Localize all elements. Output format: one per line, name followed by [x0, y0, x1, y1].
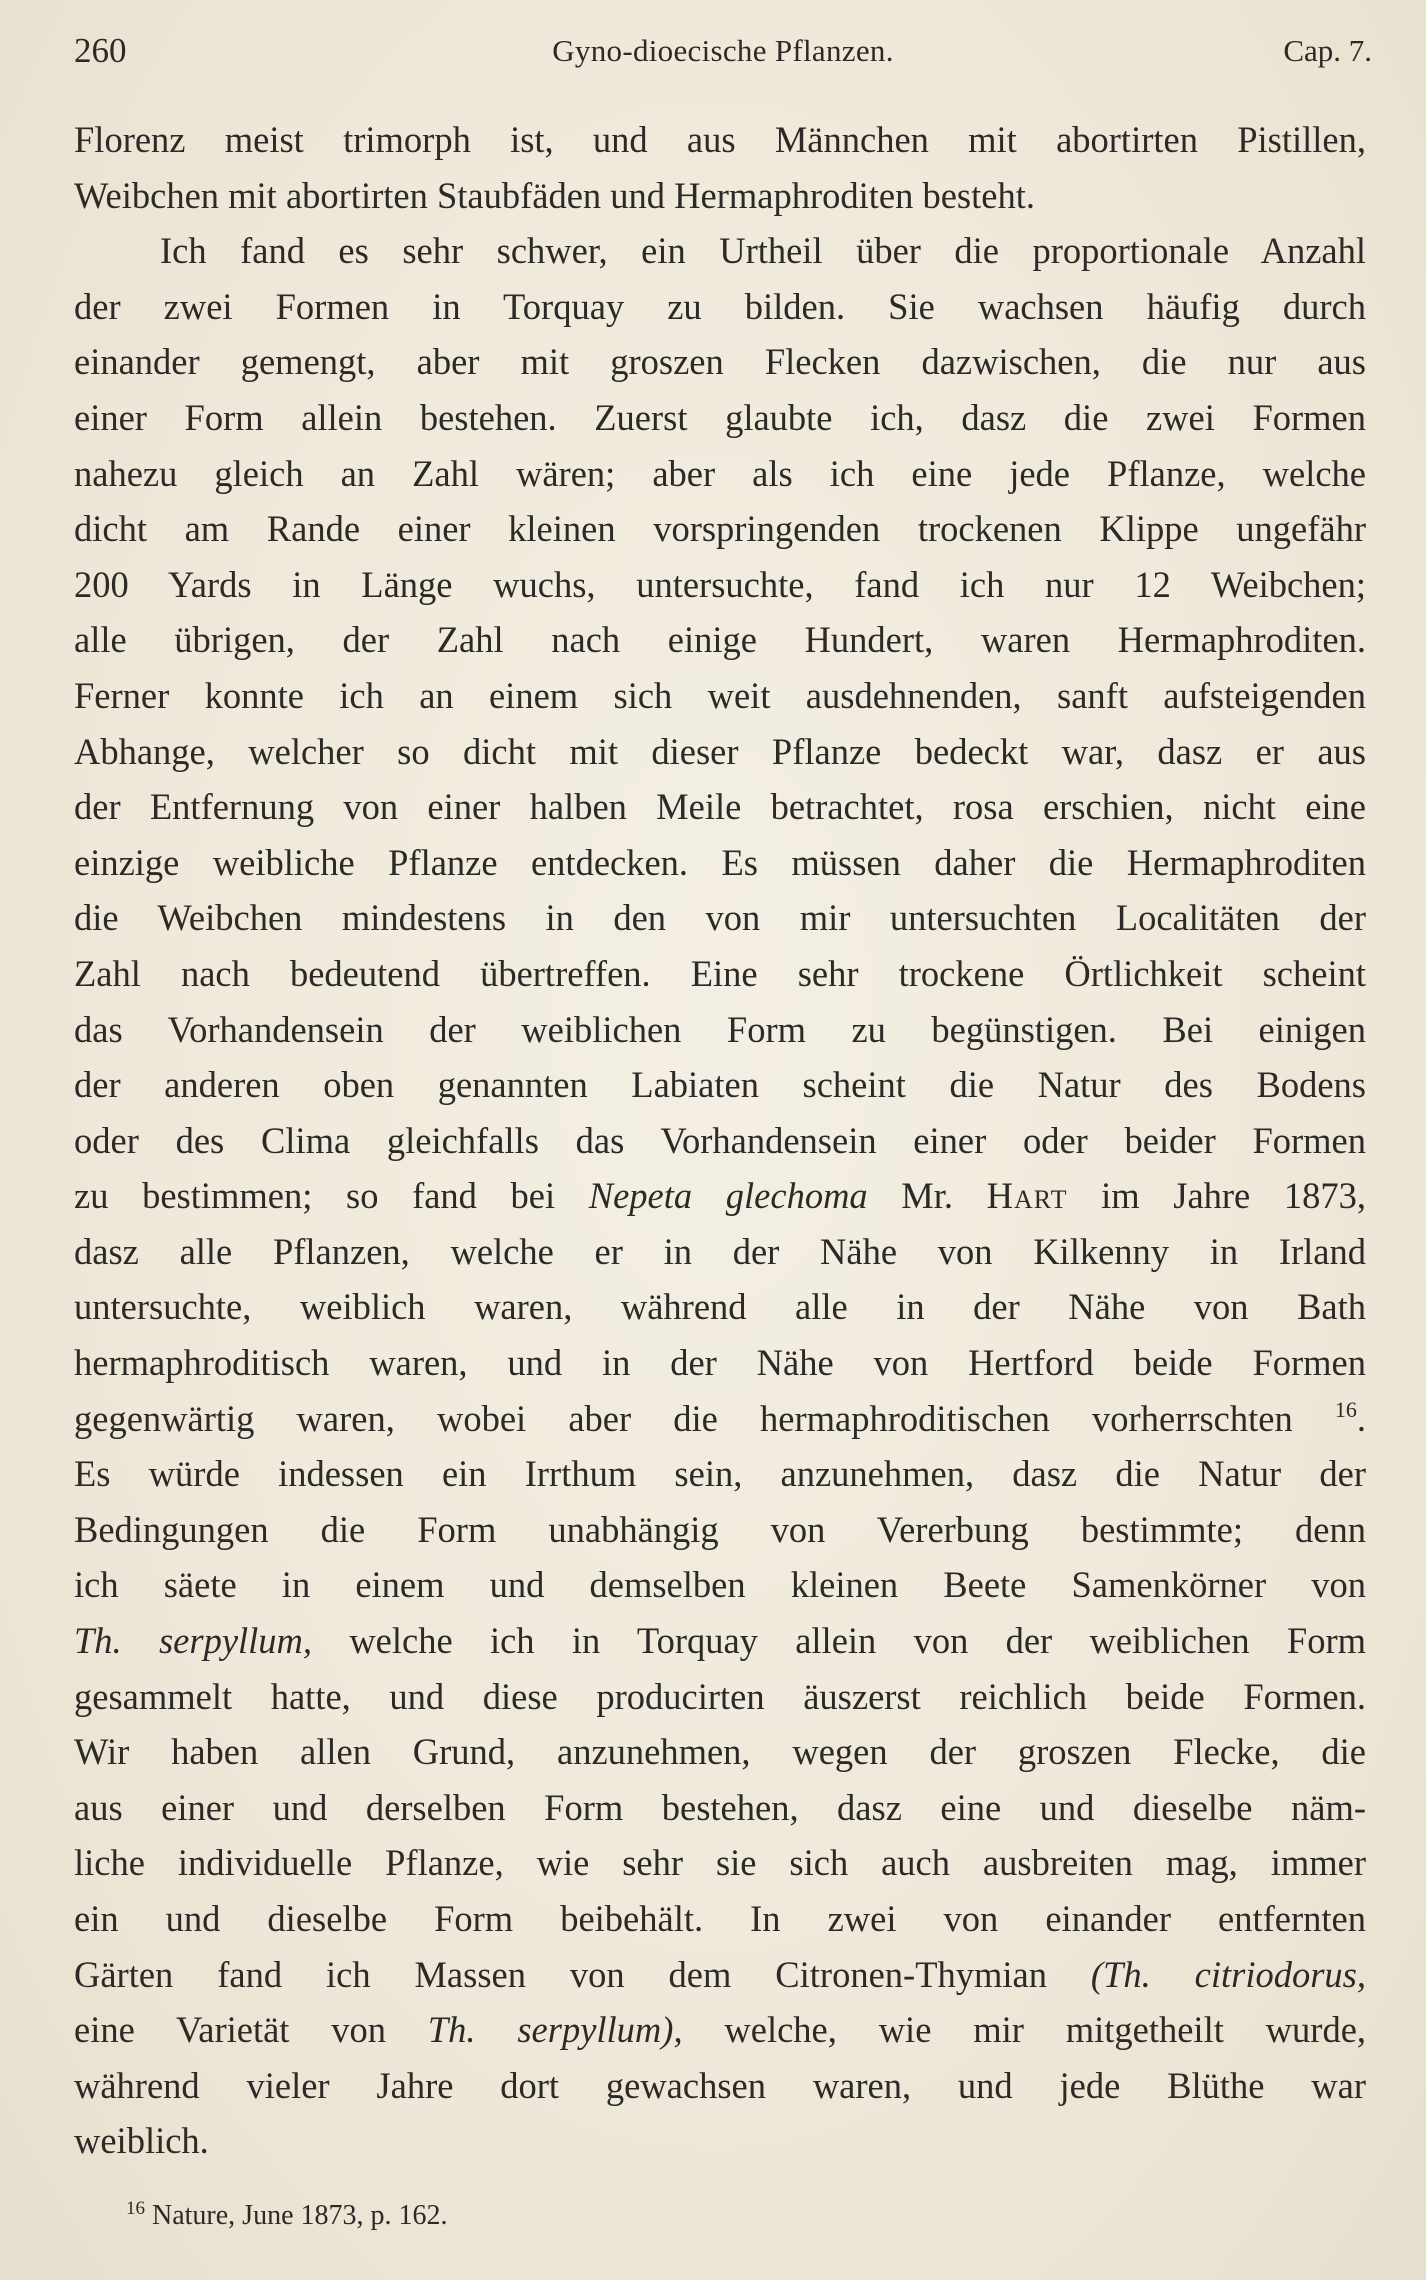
text-line: Florenz meist trimorph ist, und aus Männchen mit abortirten Pistillen,	[74, 119, 1366, 160]
text-line: Ich fand es sehr schwer, ein Urtheil über die proportionale Anzahl	[160, 230, 1366, 272]
text-line: die Weibchen mindestens in den von mir untersuchten Localitäten der	[74, 897, 1366, 939]
text-line: das Vorhandensein der weiblichen Form zu begünstigen. Bei einigen	[74, 1008, 1366, 1050]
text-line: einer Form allein bestehen. Zuerst glaubte ich, dasz die zwei Formen	[74, 396, 1366, 438]
text-line: während vieler Jahre dort gewachsen waren, und jede Blüthe war	[74, 2064, 1366, 2106]
text-line: dasz alle Pflanzen, welche er in der Nähe von Kilkenny in Irland	[74, 1230, 1366, 1272]
text-line: dicht am Rande einer kleinen vorspringenden trockenen Klippe ungefähr	[74, 508, 1366, 550]
text-line: einzige weibliche Pflanze entdecken. Es müssen daher die Hermaphroditen	[74, 841, 1366, 883]
footnote-reference[interactable]: 16	[1334, 1396, 1357, 1422]
text-line: Ferner konnte ich an einem sich weit ausdehnenden, sanft aufsteigenden	[74, 674, 1366, 716]
text-line: 200 Yards in Länge wuchs, untersuchte, fand ich nur 12 Weibchen;	[74, 563, 1366, 605]
text-line: eine Varietät von Th. serpyllum), welche, wie mir mitgetheilt wurde,	[74, 2009, 1367, 2051]
species-name: Th. serpyllum,	[74, 1620, 313, 1662]
species-name: Nepeta glechoma	[588, 1175, 868, 1217]
footnote-text: Nature, June 1873, p. 162.	[145, 2200, 448, 2231]
text-line: Gärten fand ich Massen von dem Citronen-Thymian (Th. citriodorus,	[74, 1953, 1366, 1995]
footnote	[126, 2196, 448, 2236]
text-line: der Entfernung von einer halben Meile betrachtet, rosa erschien, nicht eine	[74, 786, 1366, 828]
text-line: liche individuelle Pflanze, wie sehr sie sich auch ausbreiten mag, immer	[74, 1842, 1366, 1884]
text-line: Th. serpyllum, welche ich in Torquay allein von der weiblichen Form	[74, 1620, 1366, 1662]
species-name: (Th. citriodorus,	[1090, 1953, 1366, 1995]
text-line: aus einer und derselben Form bestehen, dasz eine und dieselbe näm-	[74, 1786, 1366, 1828]
page-number: 260	[74, 31, 127, 70]
main-paragraphs	[74, 112, 1366, 2169]
text-line: nahezu gleich an Zahl wären; aber als ich eine jede Pflanze, welche	[74, 452, 1366, 494]
text-line: oder des Clima gleichfalls das Vorhandensein einer oder beider Formen	[74, 1119, 1366, 1161]
text-line: ein und dieselbe Form beibehält. In zwei von einander entfernten	[74, 1898, 1366, 1939]
text-line: gegenwärtig waren, wobei aber die hermaphroditischen vorherrschten $^{16}$.	[74, 1396, 1366, 1439]
running-header	[74, 26, 1372, 76]
text-line: gesammelt hatte, und diese producirten äuszerst reichlich beide Formen.	[74, 1675, 1366, 1717]
text-line: weiblich.	[74, 2120, 209, 2162]
text-line: untersuchte, weiblich waren, während alle in der Nähe von Bath	[74, 1286, 1366, 1328]
text-line: Es würde indessen ein Irrthum sein, anzunehmen, dasz die Natur der	[74, 1453, 1366, 1495]
text-line: Wir haben allen Grund, anzunehmen, wegen der groszen Flecke, die	[74, 1731, 1366, 1773]
text-line: einander gemengt, aber mit groszen Flecken dazwischen, die nur aus	[74, 341, 1366, 383]
text-line: Weibchen mit abortirten Staubfäden und Hermaphroditen besteht.	[74, 174, 1035, 216]
text-line: der zwei Formen in Torquay zu bilden. Sie wachsen häufig durch	[74, 285, 1366, 327]
text-line: hermaphroditisch waren, und in der Nähe von Hertford beide Formen	[74, 1342, 1366, 1384]
text-line: Abhange, welcher so dicht mit dieser Pflanze bedeckt war, dasz er aus	[74, 730, 1366, 772]
text-line: zu bestimmen; so fand bei Nepeta glechoma Mr. Hart im Jahre 1873,	[74, 1175, 1366, 1217]
text-line: Bedingungen die Form unabhängig von Vererbung bestimmte; denn	[74, 1508, 1366, 1550]
text-line: ich säete in einem und demselben kleinen Beete Samenkörner von	[74, 1564, 1366, 1606]
species-name: Th. serpyllum),	[427, 2009, 683, 2051]
chapter-label: Cap. 7.	[1283, 33, 1372, 68]
text-line: Zahl nach bedeutend übertreffen. Eine sehr trockene Örtlichkeit scheint	[74, 952, 1366, 994]
author-name: Hart	[986, 1175, 1068, 1217]
text-line: alle übrigen, der Zahl nach einige Hundert, waren Hermaphroditen.	[74, 619, 1366, 661]
text-line: der anderen oben genannten Labiaten scheint die Natur des Bodens	[74, 1064, 1366, 1106]
footnote-marker: 16	[126, 2198, 145, 2219]
running-title: Gyno-dioecische Pflanzen.	[552, 33, 894, 68]
